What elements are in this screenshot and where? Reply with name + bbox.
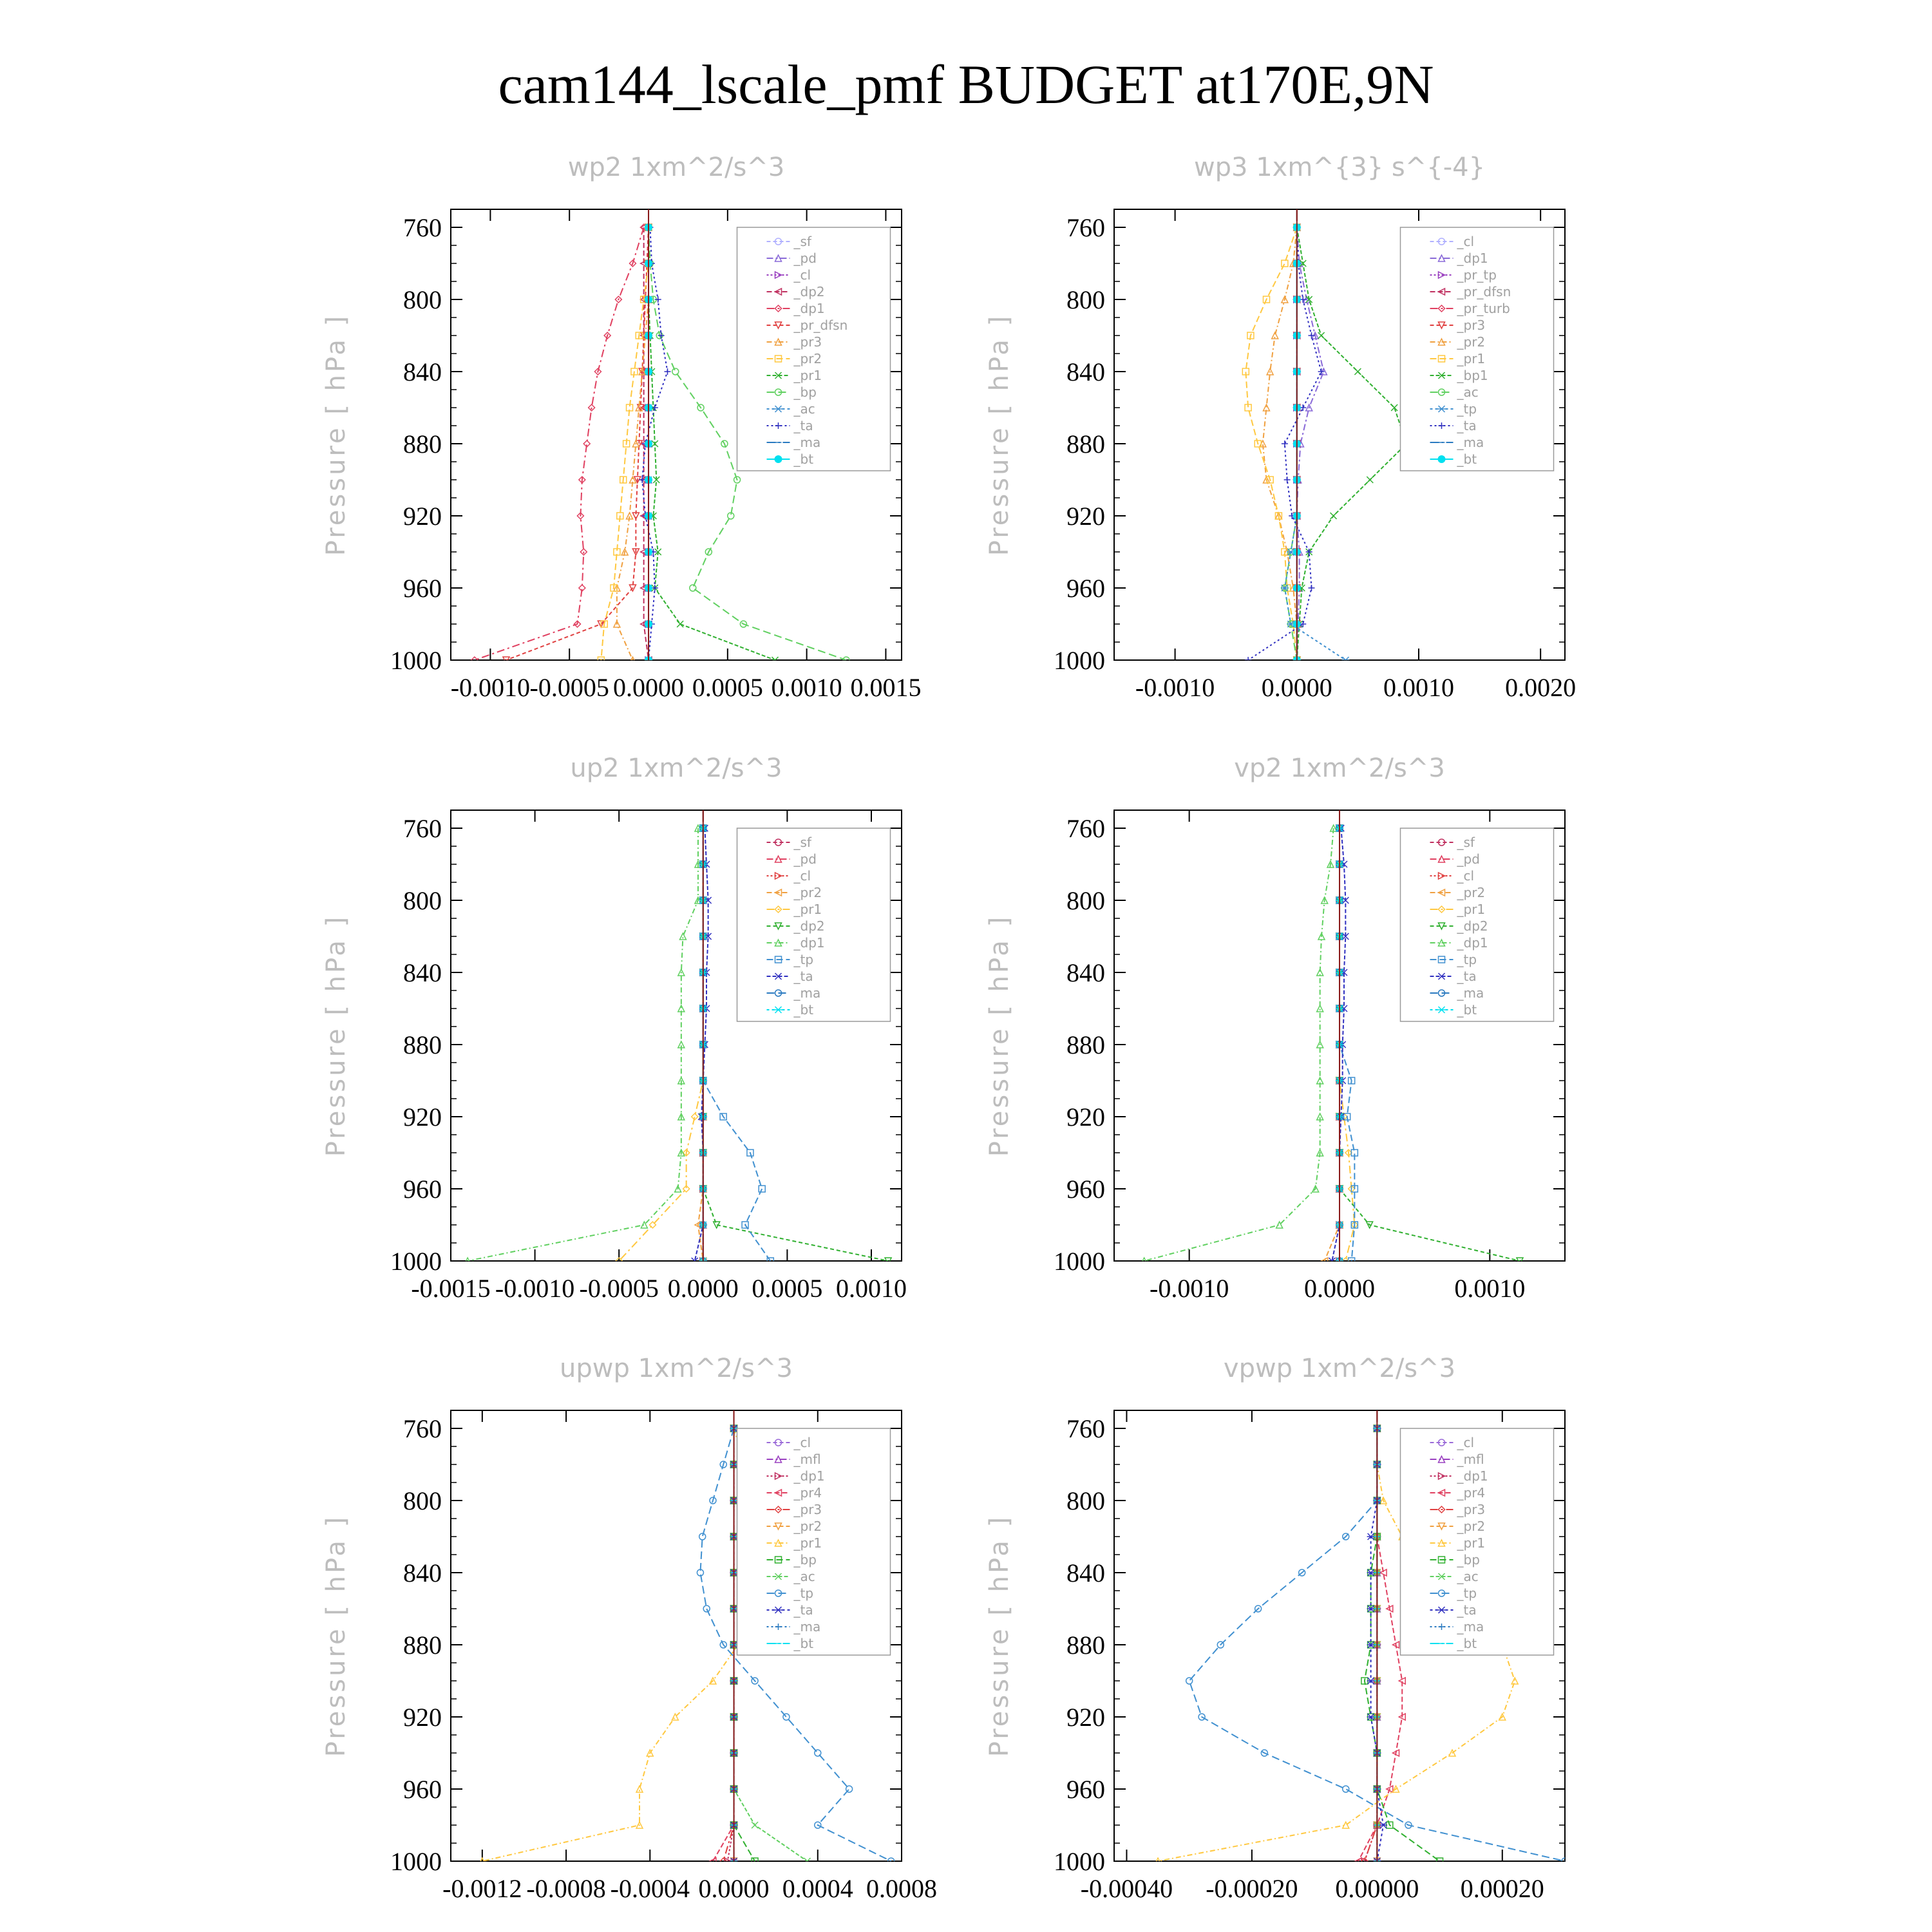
legend-label: _dp2 (793, 284, 825, 299)
legend-label: _pr4 (1457, 1485, 1486, 1501)
data-point (1284, 477, 1291, 483)
y-tick-label: 760 (1066, 213, 1105, 242)
x-tick-label: -0.0012 (442, 1874, 522, 1903)
x-tick-label: 0.0008 (866, 1874, 937, 1903)
x-tick-label: 0.00000 (1335, 1874, 1419, 1903)
figure-title: cam144_lscale_pmf BUDGET at170E,9N (498, 53, 1434, 115)
data-point (1308, 332, 1314, 339)
y-tick-label: 840 (403, 1558, 442, 1587)
legend-label: _ac (1457, 384, 1479, 400)
x-tick-label: -0.0005 (529, 673, 609, 702)
legend-label: _pr2 (793, 351, 822, 366)
data-point (1331, 513, 1337, 519)
legend-label: _dp1 (793, 301, 825, 316)
panel-title: up2 1xm^2/s^3 (570, 753, 782, 783)
legend-label: _pr1 (793, 902, 822, 917)
legend-label: _pr2 (793, 885, 822, 900)
legend-label: _dp2 (793, 918, 825, 934)
legend-label: _dp1 (1457, 1468, 1488, 1484)
data-point (679, 933, 686, 940)
x-tick-label: 0.0000 (613, 673, 685, 702)
legend-label: _pr1 (1457, 1535, 1486, 1551)
y-tick-label: 760 (403, 1414, 442, 1443)
legend-label: _bt (1457, 1002, 1477, 1018)
legend-label: _pr_dfsn (1457, 284, 1511, 299)
x-tick-label: 0.0000 (667, 1274, 739, 1303)
legend-label: _pr1 (793, 1535, 822, 1551)
y-tick-label: 760 (1066, 1414, 1105, 1443)
legend-label: _ta (1457, 418, 1477, 433)
legend-label: _ta (1457, 969, 1477, 984)
panel-title: upwp 1xm^2/s^3 (560, 1354, 793, 1383)
legend-label: _ma (1457, 985, 1484, 1001)
legend-label: _pr2 (1457, 1519, 1486, 1534)
x-tick-label: -0.0005 (579, 1274, 659, 1303)
legend-label: _mfl (1457, 1452, 1484, 1467)
legend-label: _pr2 (793, 1519, 822, 1534)
data-point (652, 404, 658, 411)
legend-label: _tp (1457, 952, 1477, 967)
legend-label: _cl (793, 868, 811, 884)
chart-panel-5 (985, 1354, 1568, 1903)
panel-title: vpwp 1xm^2/s^3 (1223, 1354, 1456, 1383)
x-tick-label: -0.0010 (450, 673, 531, 702)
x-tick-label: 0.0000 (1261, 673, 1332, 702)
series-line-dp1 (1144, 828, 1334, 1261)
legend-label: _tp (793, 952, 814, 967)
y-tick-label: 960 (1066, 1175, 1105, 1204)
legend-label: _mfl (793, 1452, 821, 1467)
legend-label: _ma (793, 1619, 821, 1634)
y-tick-label: 920 (403, 1103, 442, 1132)
y-tick-label: 960 (1066, 574, 1105, 603)
legend-label: _pr1 (1457, 902, 1486, 917)
y-axis-label: Pressure [ hPa ] (985, 914, 1014, 1157)
legend-label: _pr3 (793, 1502, 822, 1517)
legend-label: _pd (793, 251, 817, 266)
legend-label: _ma (793, 435, 821, 450)
series-group (1242, 223, 1410, 664)
legend-label: _ac (1457, 1569, 1479, 1584)
data-point (1245, 657, 1251, 663)
legend-label: _bt (793, 451, 814, 467)
legend-label: _ta (793, 969, 813, 984)
data-point (672, 368, 679, 375)
legend-label: _pr_tp (1457, 267, 1497, 283)
y-tick-label: 1000 (390, 1247, 442, 1276)
legend-label: _pr3 (1457, 1502, 1486, 1517)
legend-label: _dp2 (1457, 918, 1488, 934)
legend-label: _dp1 (793, 1468, 825, 1484)
legend-label: _dp1 (793, 935, 825, 951)
x-tick-label: 0.0010 (1454, 1274, 1526, 1303)
y-tick-label: 800 (1066, 1486, 1105, 1515)
legend-label: _pr2 (1457, 885, 1486, 900)
y-tick-label: 920 (1066, 1703, 1105, 1732)
y-tick-label: 840 (1066, 1558, 1105, 1587)
legend-label: _pr1 (793, 368, 822, 383)
y-tick-label: 960 (403, 1775, 442, 1804)
legend-label: _sf (793, 234, 811, 249)
x-tick-label: 0.0005 (752, 1274, 823, 1303)
data-point (703, 1605, 710, 1612)
y-tick-label: 880 (403, 430, 442, 459)
legend-label: _pr3 (793, 334, 822, 350)
y-tick-label: 880 (403, 1631, 442, 1660)
legend-marker (1438, 455, 1446, 463)
data-point (664, 368, 670, 375)
x-tick-label: -0.00040 (1080, 1874, 1173, 1903)
y-tick-label: 960 (403, 1175, 442, 1204)
y-tick-label: 960 (403, 574, 442, 603)
legend-label: _sf (1457, 835, 1475, 850)
y-axis-label: Pressure [ hPa ] (321, 1514, 351, 1757)
legend-label: _pd (793, 851, 817, 867)
data-point (1379, 1822, 1387, 1828)
legend-label: _sf (793, 835, 811, 850)
legend-label: _tp (793, 1586, 814, 1601)
series-line-pr1 (1245, 227, 1296, 660)
y-axis-label: Pressure [ hPa ] (985, 313, 1014, 556)
chart-panel-4 (321, 1354, 937, 1903)
legend-label: _tp (1457, 401, 1477, 417)
y-tick-label: 800 (1066, 886, 1105, 915)
legend-label: _ac (793, 401, 815, 417)
y-tick-label: 960 (1066, 1775, 1105, 1804)
data-point (759, 1186, 765, 1192)
chart-panel-3 (985, 753, 1565, 1303)
legend-label: _ta (793, 418, 813, 433)
y-tick-label: 1000 (390, 1847, 442, 1876)
y-tick-label: 840 (1066, 958, 1105, 987)
data-point (1317, 1005, 1323, 1012)
y-tick-label: 760 (403, 814, 442, 843)
legend-label: _bp (793, 1552, 817, 1567)
x-tick-label: -0.0015 (411, 1274, 491, 1303)
legend-label: _pr3 (1457, 317, 1486, 333)
data-point (752, 1822, 758, 1828)
data-point (1511, 1678, 1518, 1684)
legend-label: _pd (1457, 851, 1480, 867)
y-tick-label: 880 (1066, 430, 1105, 459)
series-line-pr_dfsn (506, 227, 649, 660)
legend-label: _cl (1457, 1435, 1475, 1450)
series-line-pr1 (482, 1428, 761, 1861)
x-tick-label: 0.0010 (835, 1274, 907, 1303)
x-tick-label: 0.00020 (1460, 1874, 1544, 1903)
x-tick-label: -0.0010 (1135, 673, 1215, 702)
y-tick-label: 880 (403, 1030, 442, 1059)
legend-label: _bp (793, 384, 817, 400)
data-point (783, 1714, 790, 1720)
y-tick-label: 760 (1066, 814, 1105, 843)
data-point (1282, 260, 1288, 267)
legend-label: _ac (793, 1569, 815, 1584)
y-tick-label: 920 (1066, 1103, 1105, 1132)
y-tick-label: 1000 (1054, 646, 1105, 675)
legend-label: _cl (1457, 868, 1475, 884)
y-tick-label: 1000 (390, 646, 442, 675)
legend-label: _dp1 (1457, 251, 1488, 266)
x-tick-label: -0.00020 (1206, 1874, 1298, 1903)
y-axis-label: Pressure [ hPa ] (321, 313, 351, 556)
data-point (1282, 440, 1288, 447)
legend-label: _bt (793, 1636, 814, 1651)
data-point (846, 1786, 853, 1792)
data-point (1341, 657, 1349, 663)
data-point (1318, 332, 1325, 339)
legend-marker (775, 455, 782, 463)
data-point (690, 585, 696, 591)
data-point (815, 1750, 821, 1756)
y-tick-label: 880 (1066, 1631, 1105, 1660)
x-tick-label: -0.0010 (1150, 1274, 1229, 1303)
x-tick-label: 0.0010 (771, 673, 842, 702)
x-tick-label: 0.0000 (698, 1874, 770, 1903)
legend-label: _dp1 (1457, 935, 1488, 951)
legend-label: _ma (1457, 435, 1484, 450)
legend-label: _ma (1457, 1619, 1484, 1634)
legend-label: _pr_turb (1457, 301, 1510, 316)
y-tick-label: 800 (403, 886, 442, 915)
legend-label: _tp (1457, 1586, 1477, 1601)
legend-label: _pr_dfsn (793, 317, 848, 333)
legend-label: _ma (793, 985, 821, 1001)
data-point (1186, 1678, 1193, 1684)
legend-label: _cl (793, 1435, 811, 1450)
y-axis-label: Pressure [ hPa ] (985, 1514, 1014, 1757)
legend-label: _cl (1457, 234, 1475, 249)
chart-panel-0 (321, 153, 921, 702)
legend-label: _bt (793, 1002, 814, 1018)
data-point (677, 621, 683, 627)
legend-label: _pr2 (1457, 334, 1486, 350)
series-line-pr2 (1263, 227, 1297, 660)
series-line-bp1 (1297, 227, 1406, 660)
y-tick-label: 840 (1066, 357, 1105, 386)
x-tick-label: -0.0004 (610, 1874, 690, 1903)
legend-label: _cl (793, 267, 811, 283)
legend-label: _ta (1457, 1602, 1477, 1618)
legend-label: _bp1 (1457, 368, 1488, 383)
data-point (1354, 368, 1361, 375)
data-point (1367, 1678, 1375, 1684)
legend-label: _ta (793, 1602, 813, 1618)
x-tick-label: 0.0000 (1304, 1274, 1375, 1303)
y-tick-label: 800 (403, 1486, 442, 1515)
series-line-dp1 (475, 227, 644, 660)
data-point (636, 1786, 643, 1792)
legend-label: _bt (1457, 451, 1477, 467)
x-tick-label: -0.0008 (526, 1874, 606, 1903)
data-point (1391, 404, 1397, 411)
chart-panel-1 (985, 153, 1576, 702)
series-line-pr1 (619, 828, 703, 1261)
legend-label: _pr1 (1457, 351, 1486, 366)
x-tick-label: 0.0015 (850, 673, 922, 702)
y-axis-label: Pressure [ hPa ] (321, 914, 351, 1157)
panel-title: vp2 1xm^2/s^3 (1234, 753, 1445, 783)
y-tick-label: 800 (1066, 285, 1105, 314)
legend-label: _pr4 (793, 1485, 822, 1501)
y-tick-label: 840 (403, 958, 442, 987)
x-tick-label: 0.0005 (692, 673, 763, 702)
x-tick-label: 0.0010 (1383, 673, 1454, 702)
y-tick-label: 800 (403, 285, 442, 314)
series-line-dp1 (468, 828, 698, 1261)
legend-label: _bp (1457, 1552, 1480, 1567)
y-tick-label: 920 (403, 1703, 442, 1732)
panel-title: wp3 1xm^{3} s^{-4} (1193, 153, 1486, 182)
x-tick-label: 0.0004 (782, 1874, 853, 1903)
data-point (1308, 585, 1314, 591)
y-tick-label: 920 (403, 502, 442, 531)
data-point (1367, 477, 1373, 483)
x-tick-label: 0.0020 (1505, 673, 1577, 702)
y-tick-label: 880 (1066, 1030, 1105, 1059)
x-tick-label: -0.0010 (495, 1274, 575, 1303)
data-point (1343, 1786, 1349, 1792)
chart-panel-2 (321, 753, 907, 1303)
y-tick-label: 1000 (1054, 1847, 1105, 1876)
y-tick-label: 760 (403, 213, 442, 242)
y-tick-label: 920 (1066, 502, 1105, 531)
data-point (1367, 1533, 1375, 1540)
y-tick-label: 840 (403, 357, 442, 386)
panel-title: wp2 1xm^2/s^3 (567, 153, 785, 182)
legend-label: _bt (1457, 1636, 1477, 1651)
y-tick-label: 1000 (1054, 1247, 1105, 1276)
